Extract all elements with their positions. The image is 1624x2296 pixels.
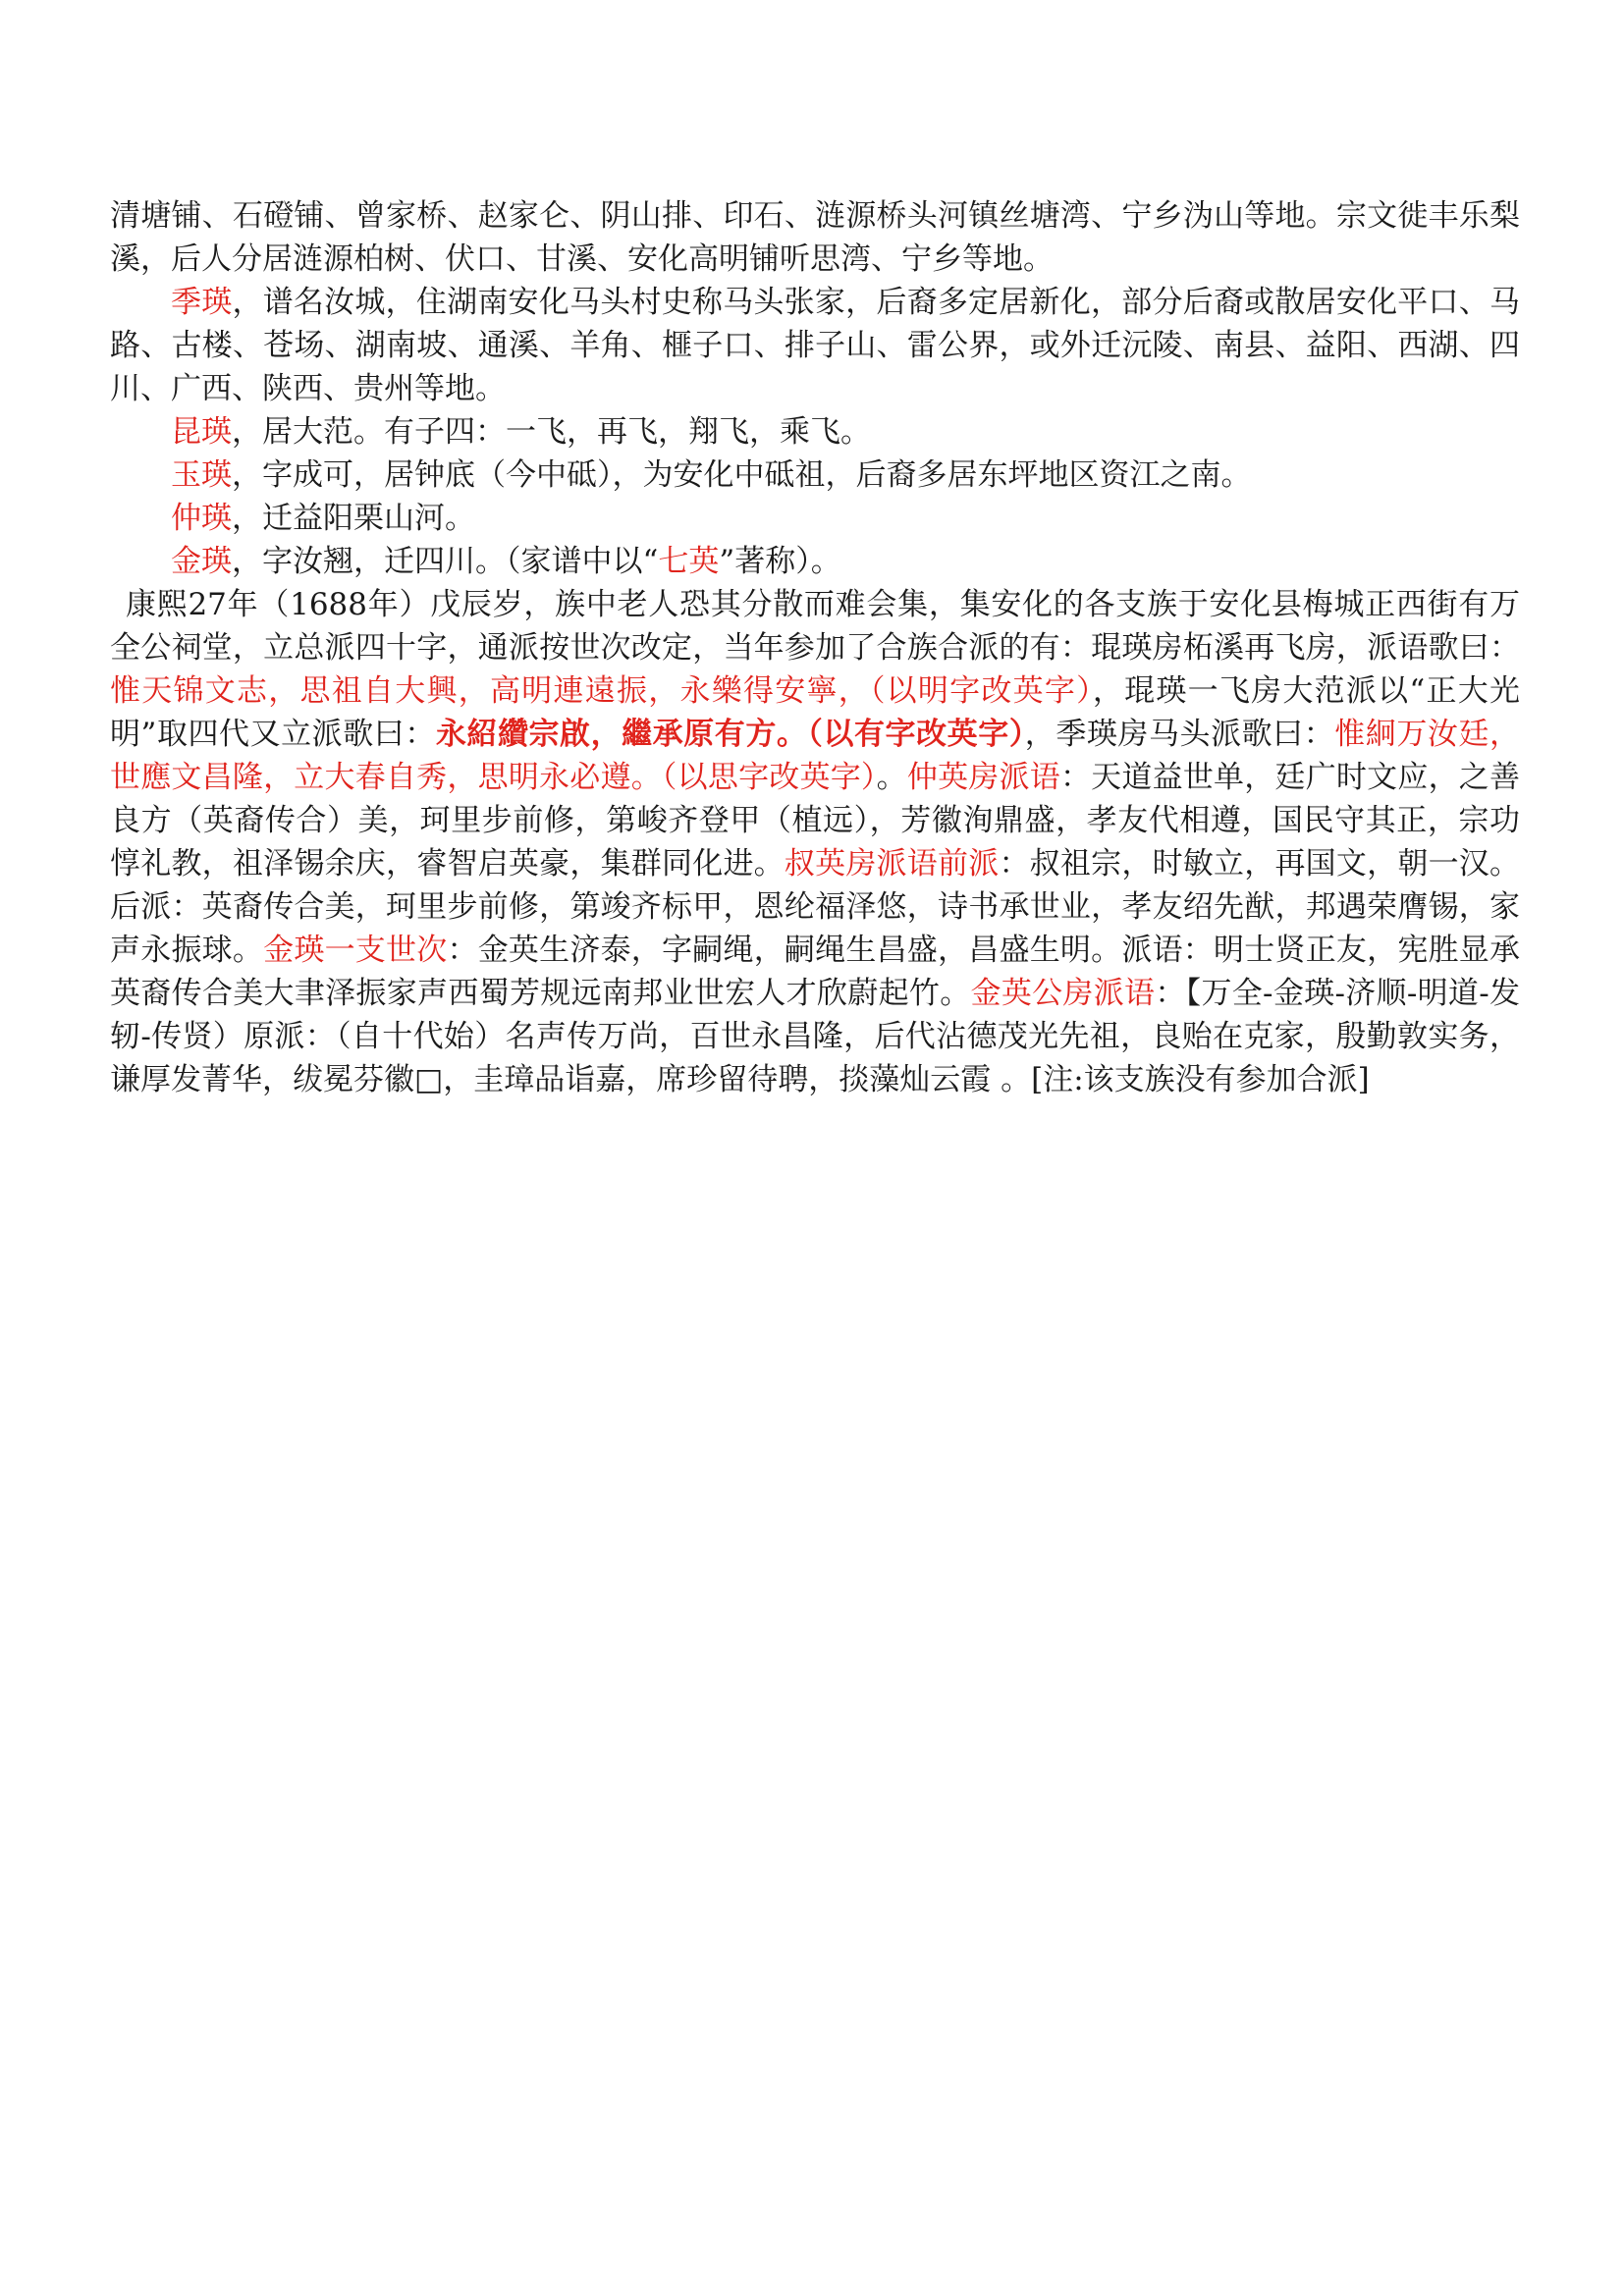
text-jiying: ，谱名汝城，住湖南安化马头村史称马头张家，后裔多定居新化，部分后裔或散居安化平口、马路、古楼、苍场、湖南坡、通溪、羊角、榧子口、排子山、雷公界，或外迁沅陵、南县、益阳、西湖、四川、广西、陕西、贵州等地。 [110, 285, 1520, 406]
paragraph-jinying [110, 540, 1520, 583]
kangxi-text-c: ，琨瑛一飞房大范派以“正大光明”取四代又立派歌曰： [110, 673, 1520, 752]
paragraph-jiying [110, 281, 1520, 410]
name-kunying: 昆瑛 [171, 414, 232, 450]
name-zhongying: 仲瑛 [171, 501, 232, 536]
text-jinying-a: ，字汝翘，迁四川。（家谱中以“ [232, 544, 659, 579]
kangxi-text-i: ：天道益世单，廷广时文应，之善良方（英裔传合）美，珂里步前修，第峻齐登甲（植远），芳徽洵鼎盛，孝友代相遵，国民守其正，宗功惇礼教，祖泽锡余庆，睿智启英豪，集群同化进。 [110, 760, 1521, 881]
kangxi-verse-dafan: 永紹纘宗啟，繼承原有方。（以有字改英字） [435, 717, 1025, 752]
text-yuying: ，字成可，居钟底（今中砥），为安化中砥祖，后裔多居东坪地区资江之南。 [232, 457, 1252, 493]
label-zhongying-branch: 仲英房派语 [906, 760, 1060, 795]
kangxi-text-e: ，季瑛房马头派歌曰： [1024, 717, 1335, 752]
paragraph-kangxi [110, 583, 1520, 1101]
kangxi-text-k: ：叔祖宗，时敏立，再国文，朝一汉。后派：英裔传合美，珂里步前修，第竣齐标甲，恩纶福泽悠，诗书承世业，孝友绍先猷，邦遇荣膺锡，家声永振球。 [110, 846, 1521, 968]
paragraph-kunying [110, 410, 1520, 454]
paragraph-yuying [110, 454, 1520, 497]
label-jinying-branch: 金英公房派语 [970, 976, 1156, 1011]
paragraph-zhongying [110, 497, 1520, 540]
name-yuying: 玉瑛 [171, 457, 232, 493]
kangxi-text-g: 。 [876, 760, 907, 795]
paragraph-place-list: 清塘铺、石磴铺、曾家桥、赵家仑、阴山排、印石、涟源桥头河镇丝塘湾、宁乡沩山等地。宗文徙丰乐梨溪，后人分居涟源柏树、伏口、甘溪、安化高明铺听思湾、宁乡等地。 [110, 198, 1520, 277]
term-qiying: 七英 [658, 544, 720, 579]
text-jinying-b: ”著称）。 [719, 544, 841, 579]
label-jinying-lineage: 金瑛一支世次 [263, 933, 448, 968]
text-zhongying: ，迁益阳栗山河。 [232, 501, 475, 536]
label-shuying-branch: 叔英房派语前派 [784, 846, 1000, 881]
kangxi-text-m: ：金英生济泰，字嗣绳，嗣绳生昌盛，昌盛生明。派语：明士贤正友，宪胜显承英裔传合美大聿泽振家声西蜀芳规远南邦业世宏人才欣蔚起竹。 [110, 933, 1521, 1011]
kangxi-text-a: 康熙27年（1688年）戊辰岁，族中老人恐其分散而难会集，集安化的各支族于安化县梅城正西街有万全公祠堂，立总派四十字，通派按世次改定，当年参加了合族合派的有：琨瑛房柘溪再飞房，派语歌曰： [110, 587, 1520, 666]
text-kunying: ，居大范。有子四：一飞，再飞，翔飞，乘飞。 [232, 414, 871, 450]
kangxi-verse-matou: 惟絅万汝廷，世應文昌隆，立大春自秀，思明永必遵。（以思字改英字） [110, 717, 1520, 795]
kangxi-text-o: ：【万全-金瑛-济顺-明道-发轫-传贤）原派：（自十代始）名声传万尚，百世永昌隆，后代沾德茂光先祖，良贻在克家，殷勤敦实务，谦厚发菁华，绂冕芬徽□，圭璋品诣嘉，席珍留待聘，掞藻灿云霞 。[注:该支族没有参加合派] [110, 976, 1520, 1097]
name-jinying: 金瑛 [171, 544, 232, 579]
name-jiying: 季瑛 [171, 285, 233, 320]
kangxi-verse-kunying-zhexi: 惟天锦文志，思祖自大興，高明連遠振，永樂得安寧，（以明字改英字） [110, 673, 1093, 709]
